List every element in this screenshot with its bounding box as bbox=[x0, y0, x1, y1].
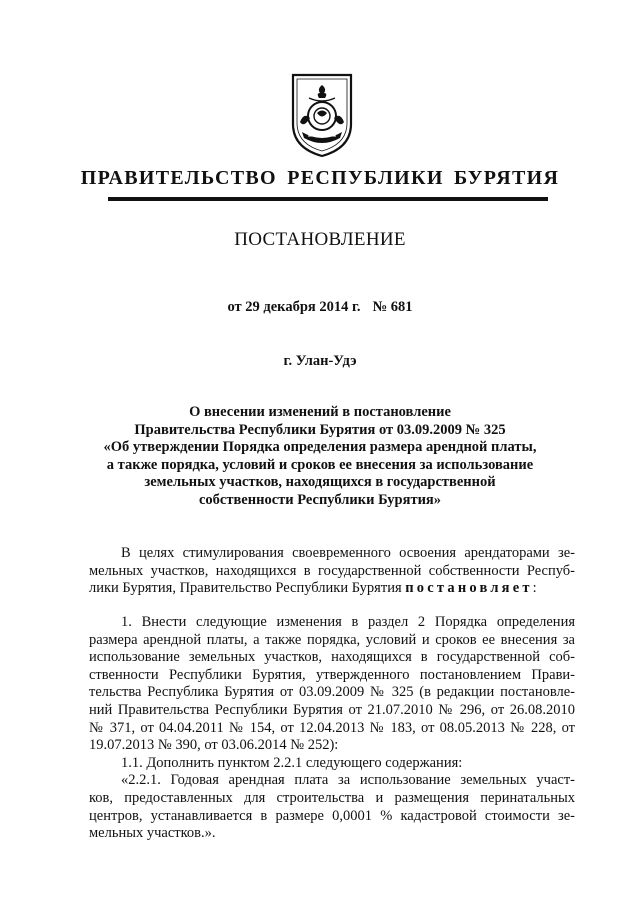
subject-line: О внесении изменений в постановление bbox=[189, 404, 451, 420]
text-line: 19.07.2013 № 390, от 03.06.2014 № 252): bbox=[89, 737, 339, 754]
text-line: мельных участков, находящихся в государственной собственности Респуб- bbox=[89, 562, 575, 579]
subject-line: земельных участков, находящихся в государственной bbox=[144, 474, 496, 491]
subject-line: собственности Республики Бурятия» bbox=[198, 491, 442, 508]
text-line: В целях стимулирования своевременного освоения арендаторами зе- bbox=[121, 545, 575, 561]
preamble-colon: : bbox=[532, 580, 537, 597]
text-line: «2.2.1. Годовая арендная плата за использование земельных участ- bbox=[121, 772, 575, 789]
subject-line: «Об утверждении Порядка определения размера арендной платы, bbox=[103, 439, 537, 456]
text-line: ний Правительства Республики Бурятия от 21.07.2010 № 296, от 26.08.2010 bbox=[89, 701, 575, 718]
resolution-body bbox=[89, 614, 575, 843]
text-line: ков, предоставленных для строительства и размещения перинатальных bbox=[89, 789, 575, 806]
document-subject bbox=[0, 404, 640, 510]
text-line: № 371, от 04.04.2011 № 154, от 12.04.2013 № 183, от 08.05.2013 № 228, от bbox=[89, 719, 575, 736]
document-date: от 29 декабря 2014 г. bbox=[227, 299, 361, 315]
resolution-word: постановляет bbox=[405, 580, 533, 597]
document-date-line bbox=[0, 299, 640, 316]
document-number: № 681 bbox=[372, 299, 413, 315]
document-type: ПОСТАНОВЛЕНИЕ bbox=[234, 229, 406, 250]
text-line: центров, устанавливается в размере 0,0001 % кадастровой стоимости зе- bbox=[89, 807, 575, 824]
text-line: 1.1. Дополнить пунктом 2.2.1 следующего содержания: bbox=[121, 754, 463, 771]
header-rule bbox=[108, 197, 548, 201]
coat-of-arms-icon bbox=[290, 72, 354, 158]
text-line: размера арендной платы, а также порядка, условий и сроков ее внесения за bbox=[89, 631, 575, 648]
text-line bbox=[89, 580, 575, 598]
subject-line: а также порядка, условий и сроков ее внесения за использование bbox=[106, 456, 534, 473]
text-line: 1. Внести следующие изменения в раздел 2 Порядка определения bbox=[121, 614, 575, 630]
text-line: использование земельных участков, находящихся в государственной соб- bbox=[89, 649, 575, 666]
organization-title: ПРАВИТЕЛЬСТВО РЕСПУБЛИКИ БУРЯТИЯ bbox=[80, 167, 560, 189]
text-line: мельных участков.». bbox=[89, 825, 216, 842]
text-line: тельства Республика Бурятия от 03.09.2009 № 325 (в редакции постановле- bbox=[89, 684, 575, 701]
subject-line: Правительства Республики Бурятия от 03.09.2009 № 325 bbox=[134, 421, 506, 438]
preamble-paragraph bbox=[89, 545, 575, 598]
document-city: г. Улан-Удэ bbox=[283, 353, 357, 369]
preamble-text: лики Бурятия, Правительство Республики Бурятия bbox=[89, 580, 406, 597]
text-line: ственности Республики Бурятия, утвержденного постановлением Прави- bbox=[89, 666, 575, 683]
